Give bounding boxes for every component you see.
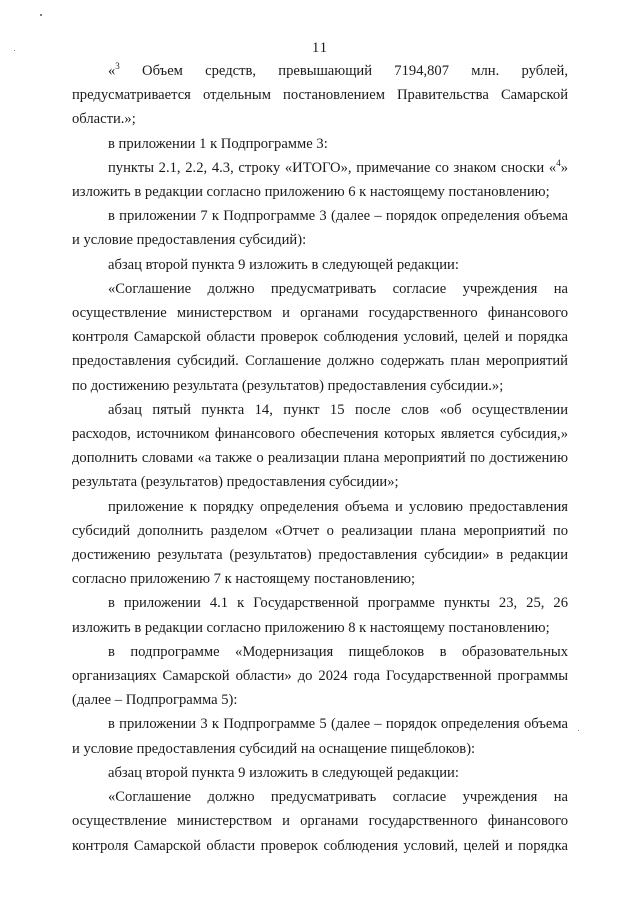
footnote-mark: 4 xyxy=(556,157,561,168)
document-body xyxy=(72,59,568,858)
scan-speck xyxy=(40,14,42,16)
page-number: 11 xyxy=(312,40,328,56)
paragraph: в подпрограмме «Модернизация пищеблоков в образовательных организациях Самарской области» до 2024 года Государственной программы (далее – Подпрограмма 5): xyxy=(72,643,568,709)
paragraph: «Соглашение должно предусматривать согласие учреждения на осуществление министерством и органами государственного финансового контроля Самарской области проверок соблюдения условий, целей и порядка предоставления субсидий. Соглашение должно содержать план мероприятий по достижению результата (результатов) предоставления субсидии.»; xyxy=(72,280,568,394)
paragraph: приложение к порядку определения объема и условию предоставления субсидий дополнить разделом «Отчет о реализации плана мероприятий по достижению результата (результатов) предоставления субсидии» в редакции согласно приложению 7 к настоящему постановлению; xyxy=(72,498,568,588)
paragraph: в приложении 7 к Подпрограмме 3 (далее – порядок определения объема и условие предоставления субсидий): xyxy=(72,208,568,249)
paragraph: абзац пятый пункта 14, пункт 15 после слов «об осуществлении расходов, источником финансового обеспечения которых является субсидия,» дополнить словами «а также о реализации плана мероприятий по достижению результата (результатов) предоставления субсидии»; xyxy=(72,401,568,491)
paragraph: абзац второй пункта 9 изложить в следующей редакции: xyxy=(108,764,459,781)
paragraph: в приложении 1 к Подпрограмме 3: xyxy=(108,135,328,152)
paragraph: в приложении 3 к Подпрограмме 5 (далее – порядок определения объема и условие предоставления субсидий на оснащение пищеблоков): xyxy=(72,716,568,757)
paragraph: в приложении 4.1 к Государственной программе пункты 23, 25, 26 изложить в редакции согласно приложению 8 к настоящему постановлению; xyxy=(72,595,568,636)
footnote-mark: 3 xyxy=(115,61,120,71)
scan-speck xyxy=(578,730,579,731)
paragraph: абзац второй пункта 9 изложить в следующей редакции: xyxy=(108,256,459,273)
paragraph-footnote-3: «$^3$ Объем средств, превышающий 7194,807 млн. рублей, предусматривается отдельным постановлением Правительства Самарской области.»; xyxy=(72,61,568,128)
paragraph-continued: «Соглашение должно предусматривать согласие учреждения на осуществление министерством и органами государственного финансового контроля Самарской области проверок соблюдения условий, целей и порядка xyxy=(72,789,568,854)
paragraph-footnote-4: пункты 2.1, 2.2, 4.3, строку «ИТОГО», примечание со знаком сноски «$^4$» изложить в редакции согласно приложению 6 к настоящему постановлению; xyxy=(72,157,568,201)
